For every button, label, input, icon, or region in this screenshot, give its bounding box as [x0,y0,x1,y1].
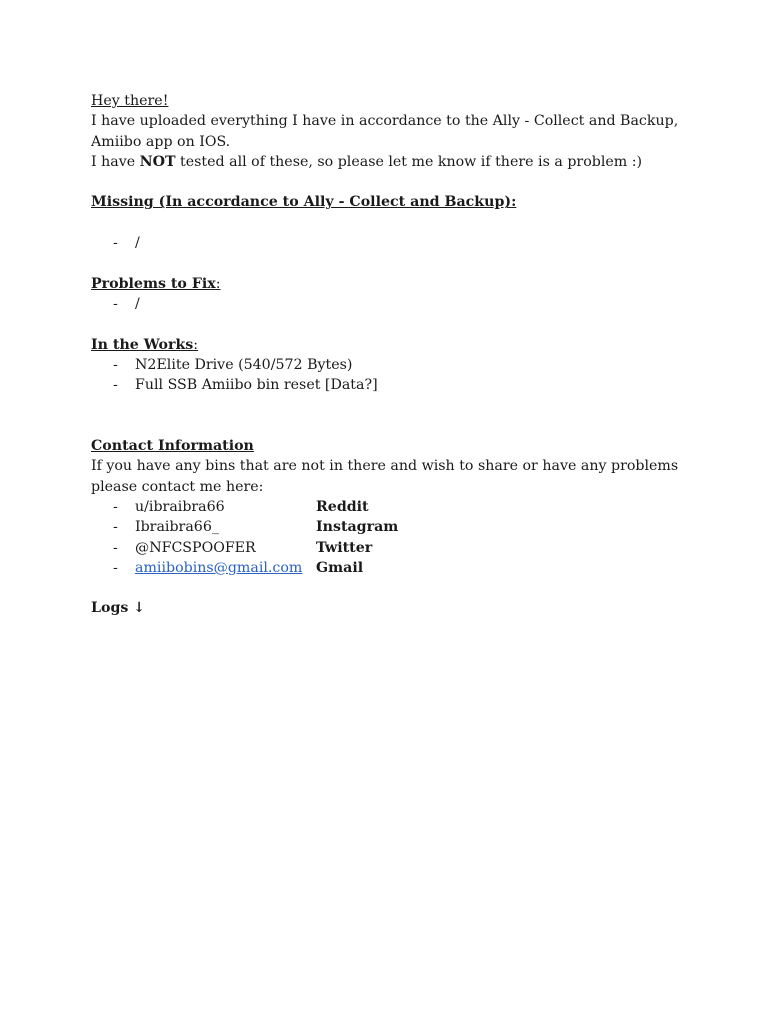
contact-row-instagram [91,517,691,537]
problems-heading [91,274,691,294]
list-item [91,233,691,253]
list-item [91,355,691,375]
missing-heading-colon: : [511,194,517,211]
contact-platform: Reddit [316,498,369,515]
contact-list [91,497,691,578]
intro-line-3-pre: I have [91,153,140,170]
spacer [91,213,691,233]
spacer [91,172,691,192]
email-link[interactable]: amiibobins@gmail.com [135,559,303,576]
intro-line-3-post: tested all of these, so please let me know if there is a problem :) [175,153,643,170]
contact-platform: Twitter [316,539,373,556]
contact-row-reddit [91,497,691,517]
works-item-text: Full SSB Amiibo bin reset [Data?] [135,377,378,394]
contact-row-gmail [91,558,691,578]
dash-bullet: - [113,356,118,373]
contact-description: If you have any bins that are not in there and wish to share or have any problems please contact me here: [91,458,679,495]
missing-heading-text: Missing (In accordance to Ally - Collect and Backup) [91,194,512,211]
works-list [91,355,691,396]
contact-row-twitter [91,538,691,558]
spacer [91,416,691,436]
dash-bullet: - [113,559,118,576]
missing-list [91,233,691,253]
problems-heading-colon: : [215,275,221,292]
intro-line-3 [91,152,691,172]
greeting: Hey there! [91,93,169,109]
spacer [91,395,691,415]
works-heading-text: In the Works [91,336,194,353]
works-heading [91,335,691,355]
contact-platform: Instagram [316,519,399,536]
works-item-text: N2Elite Drive (540/572 Bytes) [135,356,353,373]
dash-bullet: - [113,539,118,556]
intro-line-2: Amiibo app on IOS. [91,133,231,150]
missing-item-text: / [135,235,140,252]
contact-platform: Gmail [316,559,364,576]
problems-heading-text: Problems to Fix [91,275,216,292]
contact-handle: @NFCSPOOFER [135,539,256,556]
contact-handle: Ibraibra66_ [135,519,219,536]
list-item [91,375,691,395]
problems-item-text: / [135,295,140,312]
intro-not-emphasis: NOT [139,153,176,170]
problems-list [91,294,691,314]
intro-line-1: I have uploaded everything I have in accordance to the Ally - Collect and Backup, [91,113,679,130]
dash-bullet: - [113,498,118,515]
spacer [91,578,691,598]
document-page [91,91,691,619]
missing-heading [91,192,691,212]
dash-bullet: - [113,295,118,312]
spacer [91,253,691,273]
dash-bullet: - [113,377,118,394]
dash-bullet: - [113,235,118,252]
contact-heading: Contact Information [91,438,254,455]
list-item [91,294,691,314]
contact-handle-cell [135,558,316,578]
spacer [91,314,691,334]
logs-label: Logs ↓ [91,600,146,617]
dash-bullet: - [113,519,118,536]
contact-handle: u/ibraibra66 [135,498,225,515]
works-heading-colon: : [193,336,199,353]
